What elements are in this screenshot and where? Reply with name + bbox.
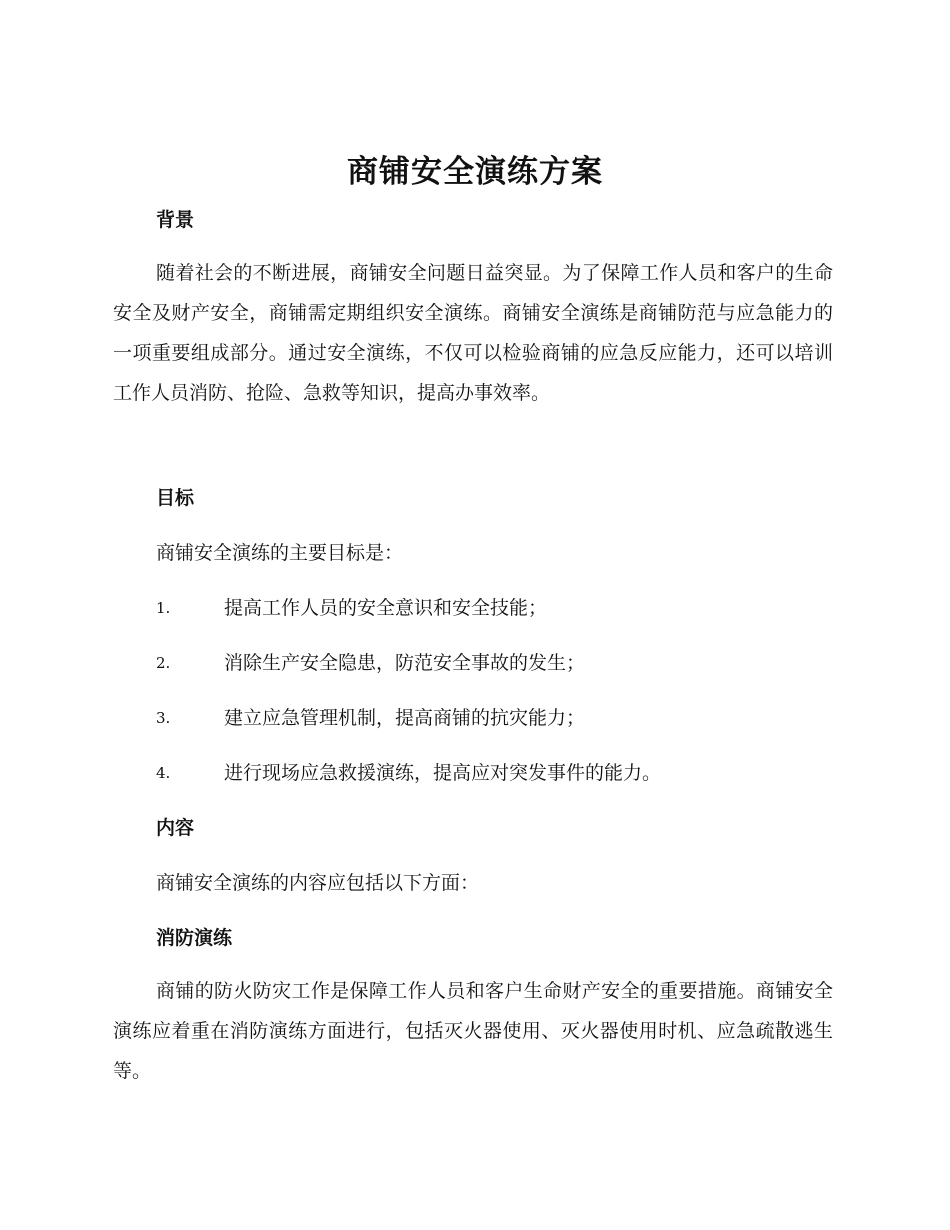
goals-intro: 商铺安全演练的主要目标是： — [156, 542, 404, 564]
list-item-text: 提高工作人员的安全意识和安全技能； — [224, 597, 548, 619]
background-paragraph: 随着社会的不断进展，商铺安全问题日益突显。为了保障工作人员和客户的生命安全及财产安全，商铺需定期组织安全演练。商铺安全演练是商铺防范与应急能力的一项重要组成部分。通过安全演练，不仅可以检验商铺的应急反应能力，还可以培训工作人员消防、抢险、急救等知识，提高办事效率。 — [113, 262, 833, 404]
list-item-number: 1. — [156, 599, 171, 617]
list-item-text: 消除生产安全隐患，防范安全事故的发生； — [224, 652, 586, 674]
list-item-text: 进行现场应急救援演练，提高应对突发事件的能力。 — [224, 762, 662, 784]
fire-drill-paragraph: 商铺的防火防灾工作是保障工作人员和客户生命财产安全的重要措施。商铺安全演练应着重在消防演练方面进行，包括灭火器使用、灭火器使用时机、应急疏散逃生等。 — [113, 980, 833, 1082]
list-item — [156, 704, 846, 732]
list-item-number: 4. — [156, 764, 171, 782]
document-title: 商铺安全演练方案 — [347, 154, 603, 190]
section-heading-goals: 目标 — [156, 487, 195, 509]
section-heading-fire-drill: 消防演练 — [156, 927, 233, 949]
section-heading-content: 内容 — [156, 817, 195, 839]
list-item — [156, 649, 846, 677]
list-item-number: 3. — [156, 709, 171, 727]
list-item — [156, 759, 846, 787]
section-heading-background: 背景 — [156, 209, 195, 231]
list-item-number: 2. — [156, 654, 171, 672]
list-item — [156, 594, 846, 622]
content-intro: 商铺安全演练的内容应包括以下方面： — [156, 872, 480, 894]
list-item-text: 建立应急管理机制，提高商铺的抗灾能力； — [224, 707, 586, 729]
